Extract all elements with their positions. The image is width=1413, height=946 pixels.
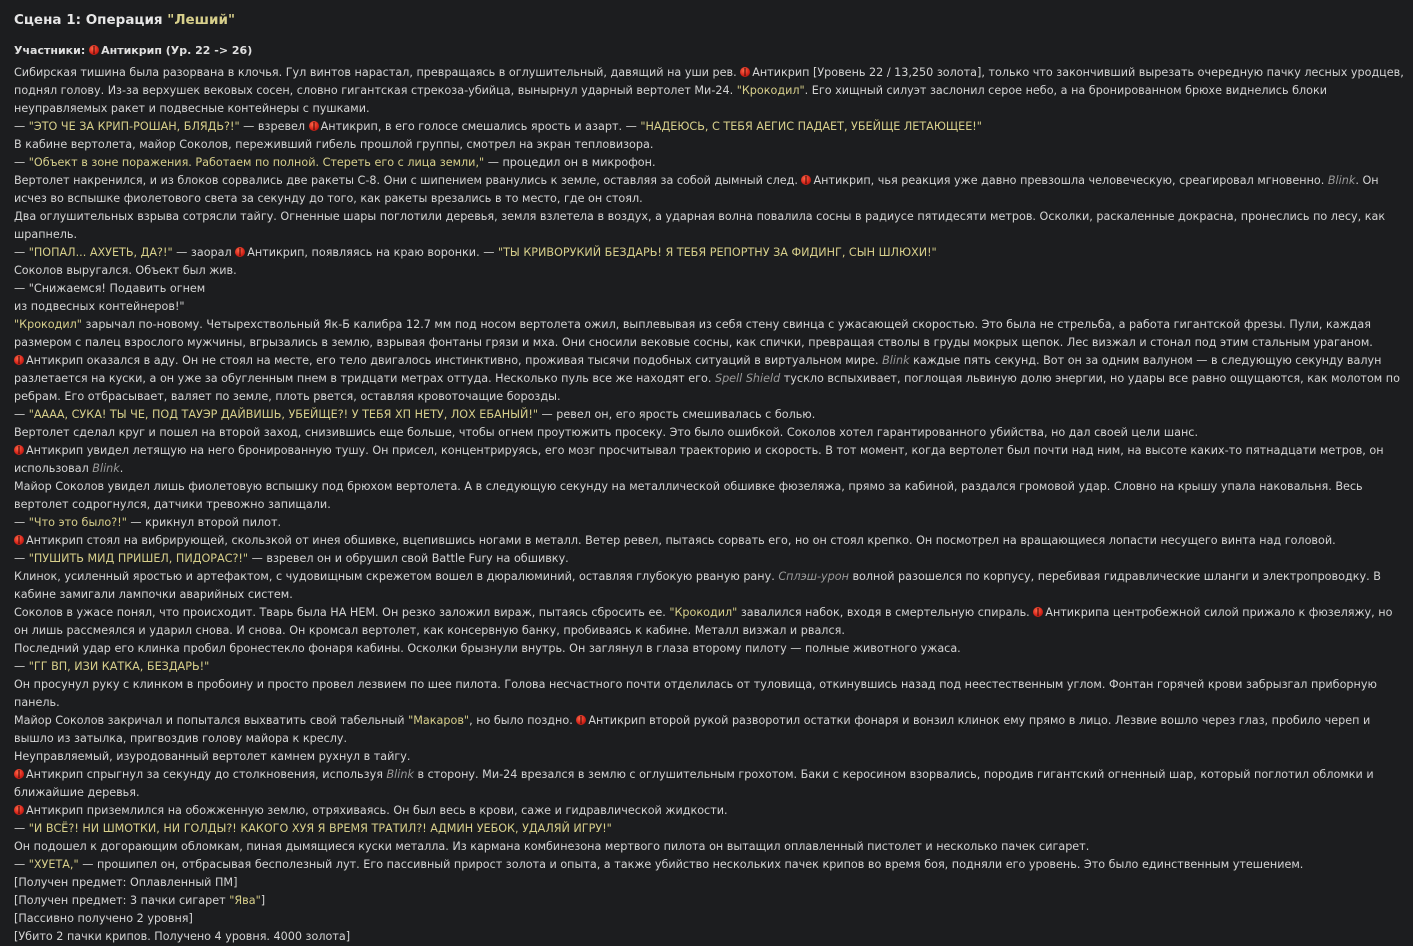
quote-text: "ЭТО ЧЕ ЗА КРИП-РОШАН, БЛЯДЬ?!" — [28, 120, 240, 133]
narration-text: Антикрип приземлился на обожженную землю, отряхиваясь. Он был весь в крови, саже и гидравлической жидкости. — [26, 804, 728, 817]
narration-text: — — [14, 246, 29, 259]
narration-text: , но было поздно. — [469, 714, 577, 727]
narration-text: Антикрип оказался в аду. Он не стоял на месте, его тело двигалось инстинктивно, проживая тысячи подобных ситуаций в виртуальном мире. — [26, 354, 883, 367]
quote-text: "НАДЕЮСЬ, С ТЕБЯ АЕГИС ПАДАЕТ, УБЕЙЩЕ ЛЕТАЮЩЕЕ!" — [640, 120, 982, 133]
story-paragraph — [14, 640, 1404, 658]
narration-text: — — [14, 120, 29, 133]
ability-name: Сплэш-урон — [778, 570, 849, 583]
quote-text: "Ява" — [229, 894, 261, 907]
story-paragraph — [14, 298, 1404, 316]
narration-text: ] — [260, 894, 266, 907]
story-paragraph — [14, 532, 1404, 550]
antimage-portrait-icon — [89, 45, 99, 55]
narration-text: Антикрип [Уровень 22 / 13,250 золота], только что закончивший вырезать очередную пачку лесных уродцев, поднял голову. Из-за верхушек вековых сосен, словно гигантская стрекоза-убийца, вынырнул ударный вертолет Ми-24. — [14, 66, 1404, 97]
story-paragraph — [14, 208, 1404, 244]
quote-text: "И ВСЁ?! НИ ШМОТКИ, НИ ГОЛДЫ?! КАКОГО ХУЯ Я ВРЕМЯ ТРАТИЛ?! АДМИН УЕБОК, УДАЛЯЙ ИГРУ!" — [28, 822, 612, 835]
participants-line — [14, 42, 1404, 60]
story-paragraph — [14, 352, 1404, 406]
story-paragraph — [14, 802, 1404, 820]
ability-name: Blink — [386, 768, 414, 781]
ability-name: Blink — [1327, 174, 1356, 187]
narration-text: Сибирская тишина была разорвана в клочья. Гул винтов нарастал, превращаясь в оглушительный, давящий на уши рев. — [14, 66, 741, 79]
story-paragraph — [14, 658, 1404, 676]
narration-text: — — [14, 516, 29, 529]
quote-text: "ПУШИТЬ МИД ПРИШЕЛ, ПИДОРАС?!" — [28, 552, 249, 565]
story-paragraph — [14, 478, 1404, 514]
narration-text: завалился набок, входя в смертельную спираль. — [737, 606, 1034, 619]
antimage-portrait-icon — [14, 355, 24, 365]
story-paragraph — [14, 712, 1404, 748]
story-paragraph — [14, 262, 1404, 280]
narration-text: Майор Соколов увидел лишь фиолетовую вспышку под брюхом вертолета. А в следующую секунду на металлической обшивке фюзеляжа, прямо за кабиной, раздался громовой удар. Словно на крышу упала наковальня. Весь вертолет содрогнулся, датчики тревожно запищали. — [14, 480, 1363, 511]
narration-text: Клинок, усиленный яростью и артефактом, с чудовищным скрежетом вошел в дюралюминий, оставляя глубокую рваную рану. — [14, 570, 779, 583]
narration-text: Вертолет накренился, и из блоков сорвались две ракеты С-8. Они с шипением рванулись к земле, оставляя за собой дымный след. — [14, 174, 802, 187]
story-paragraph — [14, 64, 1404, 118]
quote-text: "Что это было?!" — [28, 516, 127, 529]
story-paragraph — [14, 748, 1404, 766]
narration-text: Соколов в ужасе понял, что происходит. Тварь была НА НЕМ. Он резко заложил вираж, пытаясь сбросить ее. — [14, 606, 670, 619]
story-paragraph — [14, 406, 1404, 424]
story-paragraph — [14, 136, 1404, 154]
narration-text: — — [14, 822, 29, 835]
narration-text: — "Снижаемся! Подавить огнем — [14, 282, 206, 295]
scene-title-name: "Леший" — [167, 12, 235, 28]
quote-text: "ПОПАЛ... АХУЕТЬ, ДА?!" — [28, 246, 173, 259]
ability-name: Blink — [92, 462, 120, 475]
scene-title-prefix: Сцена 1: Операция — [14, 12, 168, 28]
narration-text: Антикрип спрыгнул за секунду до столкновения, используя — [26, 768, 387, 781]
scene-title — [14, 11, 1404, 29]
narration-text: — процедил он в микрофон. — [484, 156, 656, 169]
narration-text: — — [14, 660, 29, 673]
narration-text: Антикрип, появляясь на краю воронки. — — [247, 246, 498, 259]
story-paragraph — [14, 892, 1404, 910]
narration-text: Неуправляемый, изуродованный вертолет камнем рухнул в тайгу. — [14, 750, 411, 763]
narration-text: волной разошелся по корпусу, перебивая гидравлические шланги и электропроводку. В кабине замигали лампочки аварийных систем. — [14, 570, 1381, 601]
antimage-portrait-icon — [309, 121, 319, 131]
narration-text: — взревел он и обрушил свой Battle Fury на обшивку. — [248, 552, 569, 565]
story-paragraph — [14, 424, 1404, 442]
narration-text: Последний удар его клинка пробил бронестекло фонаря кабины. Осколки брызнули внутрь. Он заглянул в глаза второму пилоту — полные животного ужаса. — [14, 642, 961, 655]
ability-name: Spell Shield — [714, 372, 781, 385]
quote-text: "ХУЕТА," — [28, 858, 79, 871]
story-paragraph — [14, 550, 1404, 568]
story-paragraph — [14, 514, 1404, 532]
quote-text: "Макаров" — [408, 714, 470, 727]
antimage-portrait-icon — [740, 67, 750, 77]
participants-value: Антикрип (Ур. 22 -> 26) — [101, 44, 253, 57]
narration-text: — заорал — [172, 246, 236, 259]
narration-text: — — [14, 408, 29, 421]
quote-text: "ГГ ВП, ИЗИ КАТКА, БЕЗДАРЬ!" — [28, 660, 210, 673]
antimage-portrait-icon — [576, 715, 586, 725]
story-paragraph — [14, 928, 1404, 946]
narration-text: — ревел он, его ярость смешивалась с болью. — [537, 408, 816, 421]
quote-text: "АААА, СУКА! ТЫ ЧЕ, ПОД ТАУЭР ДАЙВИШЬ, УБЕЙЩЕ?! У ТЕБЯ ХП НЕТУ, ЛОХ ЕБАНЫЙ!" — [28, 408, 538, 421]
story-paragraph — [14, 874, 1404, 892]
quote-text: "Крокодил" — [669, 606, 738, 619]
narration-text: В кабине вертолета, майор Соколов, переживший гибель прошлой группы, смотрел на экран тепловизора. — [14, 138, 654, 151]
antimage-portrait-icon — [235, 247, 245, 257]
antimage-portrait-icon — [14, 535, 24, 545]
story-paragraph — [14, 280, 1404, 298]
narration-text: . Он исчез во вспышке фиолетового света за секунду до того, как ракеты врезались в то место, где он стоял. — [14, 174, 1379, 205]
narration-text: Антикрип стоял на вибрирующей, скользкой от инея обшивке, вцепившись ногами в металл. Ветер ревел, пытаясь сорвать его, но он стоял крепко. Он посмотрел на вращающиеся лопасти несущего винта над головой. — [26, 534, 1336, 547]
antimage-portrait-icon — [14, 769, 24, 779]
quote-text: "ТЫ КРИВОРУКИЙ БЕЗДАРЬ! Я ТЕБЯ РЕПОРТНУ ЗА ФИДИНГ, СЫН ШЛЮХИ!" — [497, 246, 937, 259]
narration-text: Антикрип увидел летящую на него бронированную тушу. Он присел, концентрируясь, его мозг просчитывал траекторию и скорость. В тот момент, когда вертолет был почти над ним, на высоте каких-то пятнадцати метров, он использовал — [14, 444, 1384, 475]
story-paragraph — [14, 604, 1404, 640]
story-paragraph — [14, 766, 1404, 802]
narration-text: Вертолет сделал круг и пошел на второй заход, снизившись еще больше, чтобы огнем проутюжить просеку. Это было ошибкой. Соколов хотел гарантированного убийства, но дал своей цели шанс. — [14, 426, 1198, 439]
narration-text: — крикнул второй пилот. — [126, 516, 282, 529]
antimage-portrait-icon — [14, 445, 24, 455]
antimage-portrait-icon — [1033, 607, 1043, 617]
story-paragraph — [14, 244, 1404, 262]
narration-text: Антикрипа центробежной силой прижало к фюзеляжу, но он лишь рассмеялся и ударил снова. И снова. Он кромсал вертолет, как консервную банку, пробиваясь к кабине. Металл визжал и рвался. — [14, 606, 1393, 637]
story-paragraph — [14, 910, 1404, 928]
narration-text: — — [14, 156, 29, 169]
quote-text: "Объект в зоне поражения. Работаем по полной. Стереть его с лица земли," — [28, 156, 485, 169]
story-paragraph — [14, 838, 1404, 856]
narration-text: [Получен предмет: 3 пачки сигарет — [14, 894, 230, 907]
narration-text: зарычал по-новому. Четырехствольный Як-Б калибра 12.7 мм под носом вертолета ожил, выплевывая из себя стену свинца с ужасающей скоростью. Это была не стрельба, а работа гигантской фрезы. Пули, каждая размером с палец взрослого мужчины, вгрызались в землю, взрывая фонтаны грязи и мха. Они сносили вековые сосны, как спички, превращая стволы в груды мокрых щепок. Лес визжал и стонал под этим стальным ураганом. — [14, 318, 1373, 349]
narration-text: Антикрип второй рукой разворотил остатки фонаря и вонзил клинок ему прямо в лицо. Лезвие вошло через глаз, пробило череп и вышло из затылка, пригвоздив голову майора к креслу. — [14, 714, 1371, 745]
story-paragraph — [14, 568, 1404, 604]
narration-text: Он просунул руку с клинком в пробоину и просто провел лезвием по шее пилота. Голова несчастного почти отделилась от туловища, откинувшись назад под неестественным углом. Фонтан горячей крови забрызгал приборную панель. — [14, 678, 1377, 709]
story-paragraph — [14, 676, 1404, 712]
narration-text: — — [14, 552, 29, 565]
story-paragraph — [14, 820, 1404, 838]
participants-label: Участники: — [14, 44, 86, 57]
narration-text: из подвесных контейнеров!" — [14, 300, 185, 313]
quote-text: "Крокодил" — [736, 84, 805, 97]
narration-text: . — [119, 462, 124, 475]
narration-text: [Убито 2 пачки крипов. Получено 4 уровня. 4000 золота] — [14, 930, 351, 943]
story-paragraph — [14, 118, 1404, 136]
ability-name: Blink — [882, 354, 910, 367]
story-body — [14, 64, 1404, 946]
story-paragraph — [14, 856, 1404, 874]
narration-text: в сторону. Ми-24 врезался в землю с оглушительным грохотом. Баки с керосином взорвались, породив гигантский огненный шар, который поглотил обломки и ближайшие деревья. — [14, 768, 1374, 799]
narration-text: Два оглушительных взрыва сотрясли тайгу. Огненные шары поглотили деревья, земля взлетела в воздух, а ударная волна повалила сосны в радиусе пятидесяти метров. Осколки, раскаленные докрасна, пронеслись по лесу, как шрапнель. — [14, 210, 1386, 241]
narration-text: Майор Соколов закричал и попытался выхватить свой табельный — [14, 714, 409, 727]
narration-text: Антикрип, чья реакция уже давно превзошла человеческую, среагировал мгновенно. — [813, 174, 1328, 187]
narration-text: Антикрип, в его голосе смешались ярость и азарт. — — [320, 120, 641, 133]
narration-text: — — [14, 858, 29, 871]
story-paragraph — [14, 172, 1404, 208]
quote-text: "Крокодил" — [14, 318, 82, 331]
story-paragraph — [14, 154, 1404, 172]
story-paragraph — [14, 442, 1404, 478]
narration-text: Он подошел к догорающим обломкам, пиная дымящиеся куски металла. Из кармана комбинезона мертвого пилота он вытащил оплавленный пистолет и несколько пачек сигарет. — [14, 840, 1090, 853]
narration-text: — прошипел он, отбрасывая бесполезный лут. Его пассивный прирост золота и опыта, а также убийство нескольких пачек крипов во время боя, подняли его уровень. Это было единственным утешением. — [78, 858, 1304, 871]
narration-text: [Получен предмет: Оплавленный ПМ] — [14, 876, 238, 889]
antimage-portrait-icon — [14, 805, 24, 815]
narration-text: каждые пять секунд. Вот он за одним валуном — в следующую секунду валун разлетается на куски, а он уже за обугленным пнем в тридцати метрах оттуда. Несколько пуль все же находят его. — [14, 354, 1382, 385]
narration-text: [Пассивно получено 2 уровня] — [14, 912, 193, 925]
story-paragraph — [14, 316, 1404, 352]
antimage-portrait-icon — [801, 175, 811, 185]
narration-text: . Его хищный силуэт заслонил серое небо, а на бронированном брюхе виднелись блоки неуправляемых ракет и подвесные контейнеры с пушками. — [14, 84, 1328, 115]
narration-text: — взревел — [239, 120, 309, 133]
narration-text: тускло вспыхивает, поглощая львиную долю энергии, но удары все равно ощущаются, как молотом по ребрам. Его отбрасывает, валяет по земле, плоть рвется, оставляя кровоточащие борозды. — [14, 372, 1400, 403]
narration-text: Соколов выругался. Объект был жив. — [14, 264, 237, 277]
